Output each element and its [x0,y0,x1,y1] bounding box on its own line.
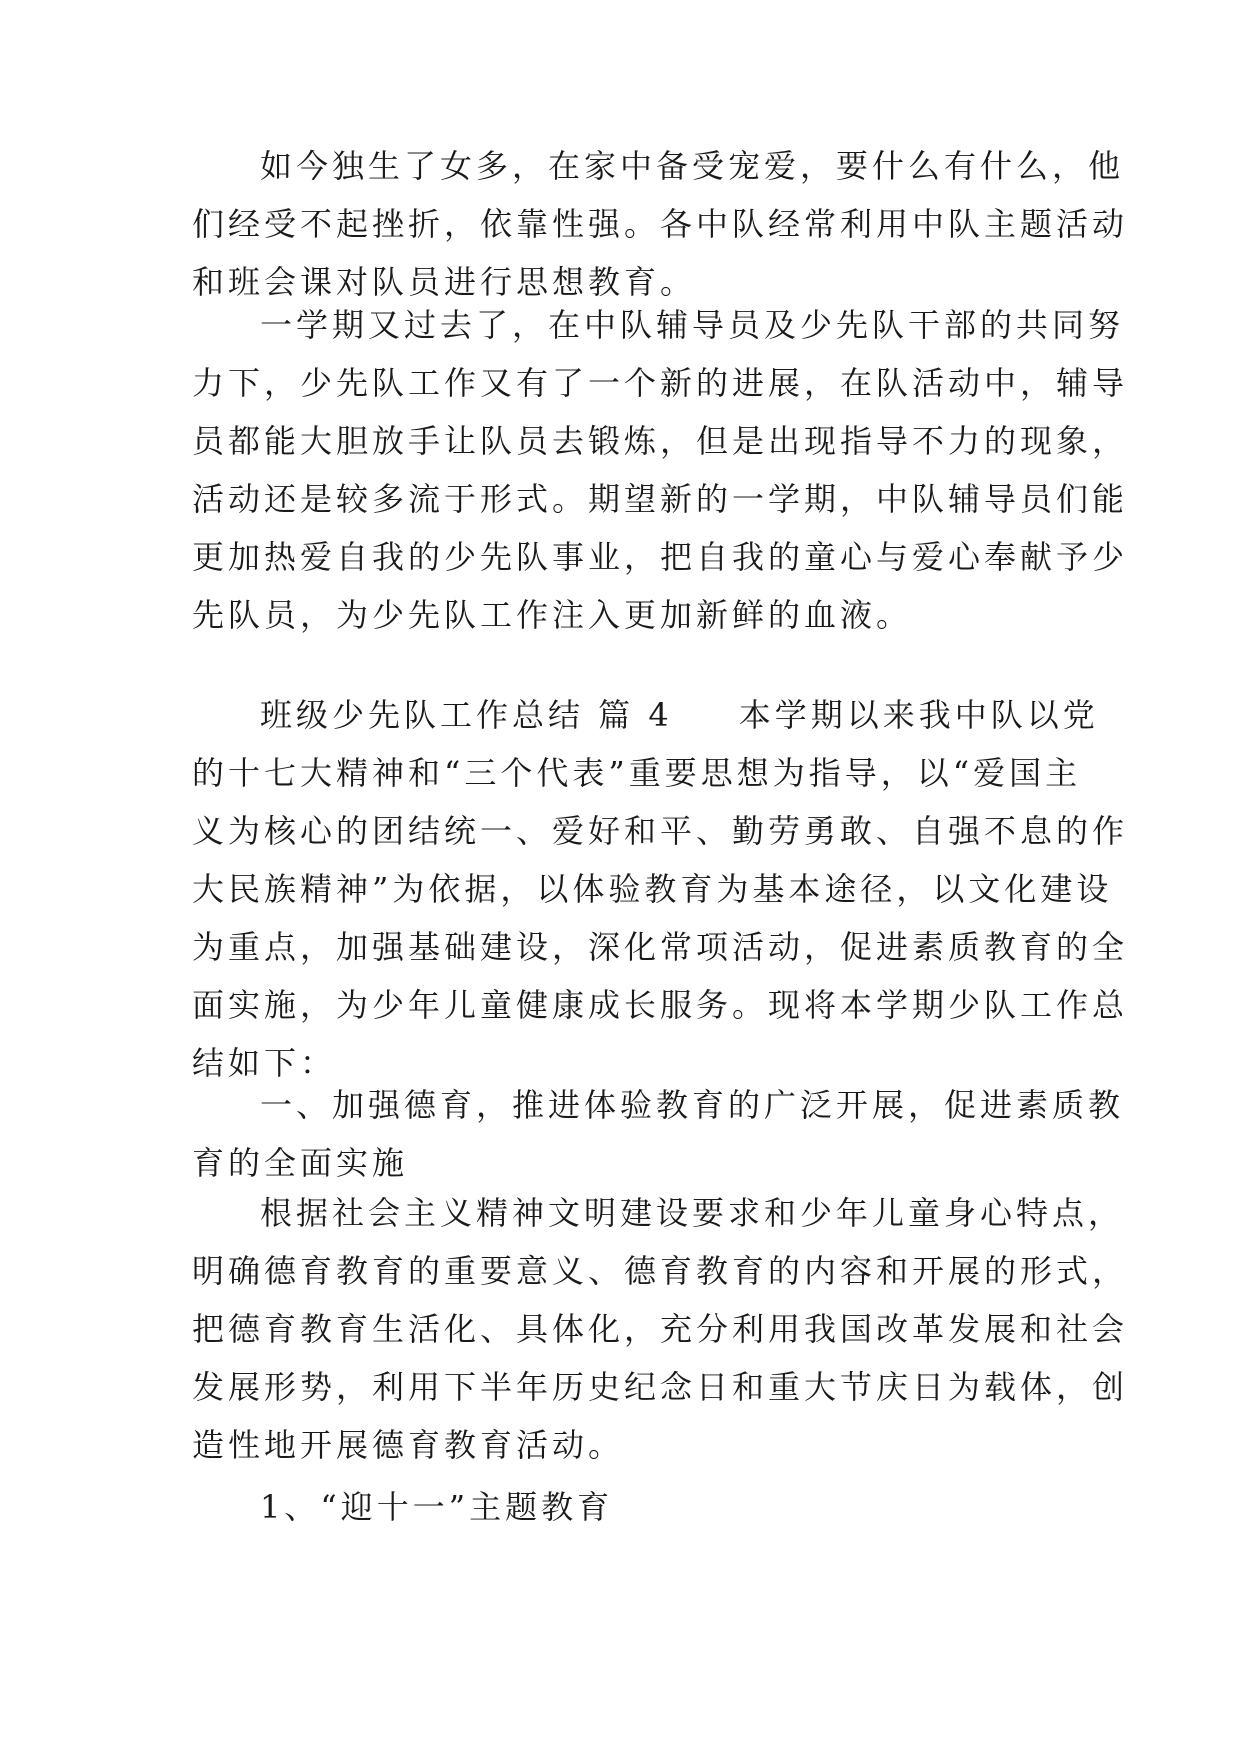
paragraph-line: 更加热爱自我的少先队事业，把自我的童心与爱心奉献予少 [192,538,1129,576]
paragraph-5 [192,1184,1129,1474]
paragraph-line [192,686,1099,744]
paragraph-line-text: 本学期以来我中队以党 [738,696,1099,734]
paragraph-line: 的十七大精神和“三个代表”重要思想为指导，以“爱国主 [192,754,1082,792]
paragraph-line: 一、加强德育，推进体验教育的广泛开展，促进素质教 [260,1086,1125,1124]
paragraph-line: 力下，少先队工作又有了一个新的进展，在队活动中，辅导 [192,364,1129,402]
paragraph-line: 和班会课对队员进行思想教育。 [192,263,697,301]
paragraph-line: 育的全面实施 [192,1144,409,1182]
paragraph-4 [192,1076,1125,1192]
paragraph-line: 们经受不起挫折，依靠性强。各中队经常利用中队主题活动 [192,205,1129,243]
paragraph-line: 发展形势，利用下半年历史纪念日和重大节庆日为载体，创 [192,1368,1129,1406]
paragraph-line: 为重点，加强基础建设，深化常项活动，促进素质教育的全 [192,928,1129,966]
paragraph-line: 明确德育教育的重要意义、德育教育的内容和开展的形式， [192,1252,1129,1290]
paragraph-line: 根据社会主义精神文明建设要求和少年儿童身心特点， [260,1194,1125,1232]
paragraph-line: 1、“迎十一”主题教育 [260,1488,614,1526]
paragraph-line: 大民族精神”为依据，以体验教育为基本途径，以文化建设 [192,870,1113,908]
paragraph-line: 面实施，为少年儿童健康成长服务。现将本学期少队工作总 [192,986,1129,1024]
paragraph-1 [192,137,1129,311]
paragraph-3 [192,686,1129,1092]
paragraph-line: 一学期又过去了，在中队辅导员及少先队干部的共同努 [260,306,1125,344]
paragraph-line: 义为核心的团结统一、爱好和平、勤劳勇敢、自强不息的作 [192,812,1129,850]
paragraph-line: 结如下： [192,1044,337,1082]
section-heading: 班级少先队工作总结 篇 4 [260,696,673,734]
paragraph-line: 活动还是较多流于形式。期望新的一学期，中队辅导员们能 [192,480,1129,518]
paragraph-line: 先队员，为少先队工作注入更加新鲜的血液。 [192,596,913,634]
paragraph-line: 员都能大胆放手让队员去锻炼，但是出现指导不力的现象， [192,422,1129,460]
paragraph-6 [192,1478,1050,1536]
paragraph-line: 把德育教育生活化、具体化，充分利用我国改革发展和社会 [192,1310,1129,1348]
paragraph-line: 如今独生了女多，在家中备受宠爱，要什么有什么，他 [260,147,1125,185]
paragraph-2 [192,296,1129,644]
paragraph-line: 造性地开展德育教育活动。 [192,1426,625,1464]
